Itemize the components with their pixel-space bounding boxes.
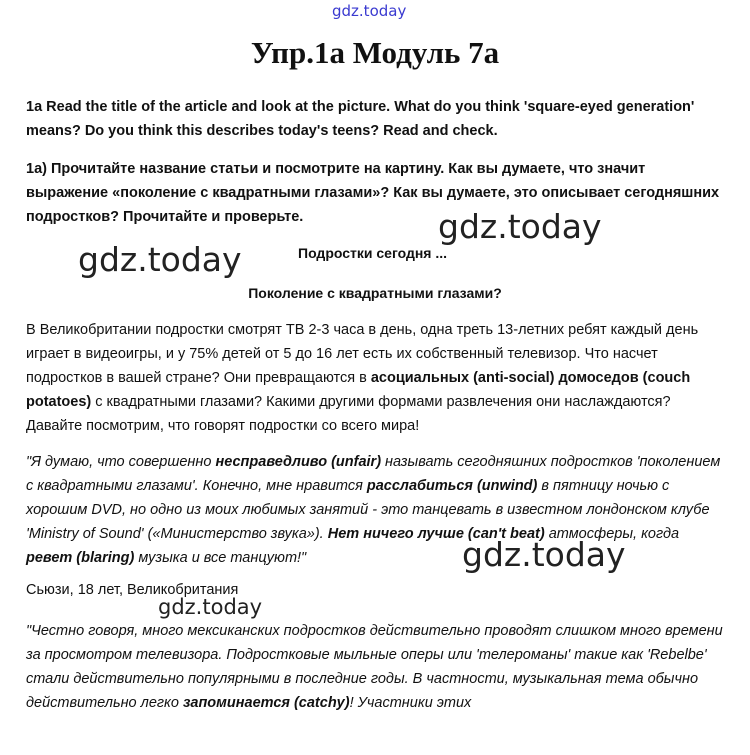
- task-english: 1a Read the title of the article and look at the picture. What do you think 'square-eyed generation' means? Do you think this describes today's teens? Read and check.: [26, 99, 695, 139]
- article-subtitle: Подростки сегодня ...: [298, 245, 448, 261]
- page-title: Упр.1а Модуль 7а: [250, 35, 500, 70]
- text-run: с квадратными глазами? Какими другими формами развлечения они наслаждаются? Давайте посмотрим, что говорят подростки со всего мира!: [26, 394, 671, 434]
- article-title: Поколение с квадратными глазами?: [248, 285, 502, 301]
- watermark: gdz.today: [438, 207, 602, 246]
- vocab-highlight: расслабиться (unwind): [366, 478, 538, 494]
- text-run: атмосферы, когда: [544, 526, 680, 542]
- watermark: gdz.today: [78, 240, 242, 279]
- text-run: в пятницу ночью с хорошим DVD, но одно из моих любимых занятий - это танцевать в известном лондонском клубе 'Ministry of Sound' («Министерство звука»).: [26, 478, 710, 542]
- vocab-highlight: Нет ничего лучше (can't beat): [327, 526, 545, 542]
- vocab-highlight: ревет (blaring): [26, 550, 135, 566]
- text-run: музыка и все танцуют!": [134, 550, 307, 566]
- vocab-highlight: асоциальных (anti-social) домоседов (couch potatoes): [26, 370, 691, 410]
- intro-paragraph: [26, 318, 726, 438]
- text-run: ! Участники этих: [349, 695, 472, 711]
- watermark: gdz.today: [462, 535, 626, 574]
- watermark: gdz.today: [158, 595, 263, 619]
- text-run: называть сегодняшних подростков 'поколением с квадратными глазами'. Конечно, мне нравится: [26, 454, 721, 494]
- quote-paragraph: [26, 619, 726, 715]
- text-run: "Я думаю, что совершенно: [26, 454, 216, 470]
- vocab-highlight: запоминается (catchy): [182, 695, 350, 711]
- quote-signature: Сьюзи, 18 лет, Великобритания: [26, 582, 239, 598]
- text-run: В Великобритании подростки смотрят ТВ 2-3 часа в день, одна треть 13-летних ребят каждый день играет в видеоигры, и у 75% детей от 5 до 16 лет есть их собственный телевизор. Что насчет подростков в вашей стране? Они превращаются в: [26, 322, 699, 386]
- watermark-top: gdz.today: [332, 2, 407, 20]
- text-run: "Честно говоря, много мексиканских подростков действительно проводят слишком много времени за просмотром телевизора. Подростковые мыльные оперы или 'телероманы' такие как 'Rebelbe' стали действительно популярными в последние годы. В частности, музыкальная тема обычно действительно легко: [26, 623, 723, 711]
- vocab-highlight: несправедливо (unfair): [215, 454, 382, 470]
- task-russian: 1а) Прочитайте название статьи и посмотрите на картину. Как вы думаете, что значит выражение «поколение с квадратными глазами»? Как вы думаете, это описывает сегодняшних подростков? Прочитайте и проверьте.: [26, 161, 720, 225]
